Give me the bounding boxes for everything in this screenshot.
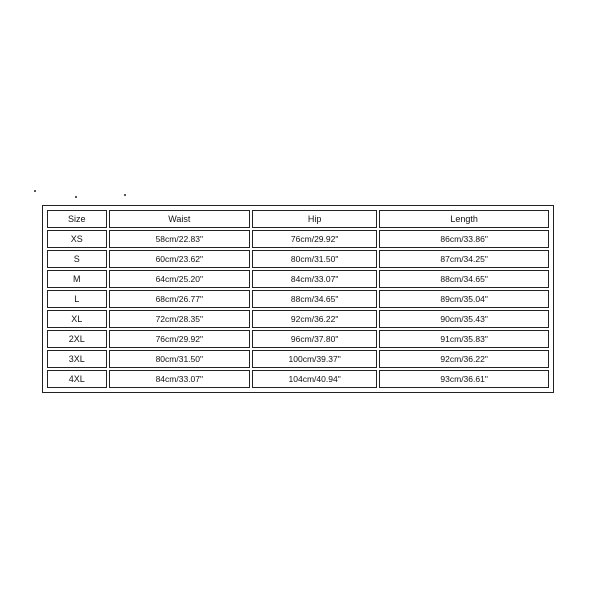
- size-cell: M: [47, 270, 107, 288]
- stray-mark: [75, 196, 77, 198]
- column-header-size: Size: [47, 210, 107, 228]
- table-row: [47, 330, 549, 348]
- size-cell: 4XL: [47, 370, 107, 388]
- waist-cell: 84cm/33.07": [109, 370, 250, 388]
- table-row: [47, 290, 549, 308]
- table-row: [47, 270, 549, 288]
- length-cell: 90cm/35.43": [379, 310, 549, 328]
- stray-mark: [124, 194, 126, 196]
- length-cell: 91cm/35.83": [379, 330, 549, 348]
- size-table: [45, 208, 551, 390]
- column-header-length: Length: [379, 210, 549, 228]
- table-row: [47, 370, 549, 388]
- size-cell: L: [47, 290, 107, 308]
- table-row: [47, 310, 549, 328]
- hip-cell: 92cm/36.22": [252, 310, 377, 328]
- size-cell: S: [47, 250, 107, 268]
- column-header-hip: Hip: [252, 210, 377, 228]
- length-cell: 86cm/33.86": [379, 230, 549, 248]
- length-cell: 93cm/36.61": [379, 370, 549, 388]
- table-row: [47, 350, 549, 368]
- size-chart: [42, 205, 554, 393]
- size-cell: 2XL: [47, 330, 107, 348]
- waist-cell: 58cm/22.83": [109, 230, 250, 248]
- table-row: [47, 250, 549, 268]
- hip-cell: 76cm/29.92": [252, 230, 377, 248]
- waist-cell: 72cm/28.35": [109, 310, 250, 328]
- hip-cell: 96cm/37.80": [252, 330, 377, 348]
- waist-cell: 60cm/23.62": [109, 250, 250, 268]
- hip-cell: 88cm/34.65": [252, 290, 377, 308]
- waist-cell: 76cm/29.92": [109, 330, 250, 348]
- stray-mark: [34, 190, 36, 192]
- length-cell: 92cm/36.22": [379, 350, 549, 368]
- length-cell: 88cm/34.65": [379, 270, 549, 288]
- length-cell: 89cm/35.04": [379, 290, 549, 308]
- table-header-row: [47, 210, 549, 228]
- hip-cell: 104cm/40.94": [252, 370, 377, 388]
- size-table-body: [47, 230, 549, 388]
- hip-cell: 80cm/31.50": [252, 250, 377, 268]
- hip-cell: 100cm/39.37": [252, 350, 377, 368]
- column-header-waist: Waist: [109, 210, 250, 228]
- size-cell: XS: [47, 230, 107, 248]
- waist-cell: 80cm/31.50": [109, 350, 250, 368]
- size-cell: 3XL: [47, 350, 107, 368]
- waist-cell: 68cm/26.77": [109, 290, 250, 308]
- table-row: [47, 230, 549, 248]
- hip-cell: 84cm/33.07": [252, 270, 377, 288]
- waist-cell: 64cm/25.20": [109, 270, 250, 288]
- size-cell: XL: [47, 310, 107, 328]
- length-cell: 87cm/34.25": [379, 250, 549, 268]
